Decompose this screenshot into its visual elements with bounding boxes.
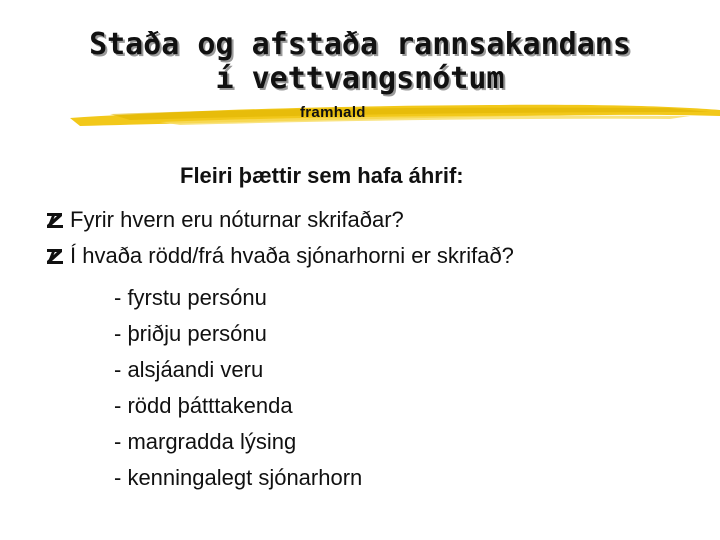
title-line-2: í vettvangsnótum xyxy=(215,61,505,96)
bullet-text: Í hvaða rödd/frá hvaða sjónarhorni er skrifað? xyxy=(70,243,514,268)
section-heading: Fleiri þættir sem hafa áhrif: xyxy=(180,163,464,188)
bullet-item xyxy=(44,238,704,274)
z-bullet-icon xyxy=(44,209,66,231)
sub-item: - fyrstu persónu xyxy=(114,285,267,310)
sub-item: - þriðju persónu xyxy=(114,321,267,346)
sub-item: - rödd þátttakenda xyxy=(114,393,293,418)
slide-subtitle: framhald xyxy=(300,104,366,121)
sub-item-list xyxy=(114,280,362,496)
sub-item: - kenningalegt sjónarhorn xyxy=(114,465,363,490)
slide-title xyxy=(0,28,720,96)
title-line-1: Staða og afstaða rannsakandans xyxy=(89,27,631,62)
sub-item: - alsjáandi veru xyxy=(114,357,264,382)
z-bullet-icon xyxy=(44,245,66,267)
title-underline-brush xyxy=(70,96,720,132)
sub-item: - margradda lýsing xyxy=(114,429,297,454)
bullet-item xyxy=(44,202,704,238)
bullet-text: Fyrir hvern eru nóturnar skrifaðar? xyxy=(70,207,404,232)
bullet-list xyxy=(44,202,704,274)
